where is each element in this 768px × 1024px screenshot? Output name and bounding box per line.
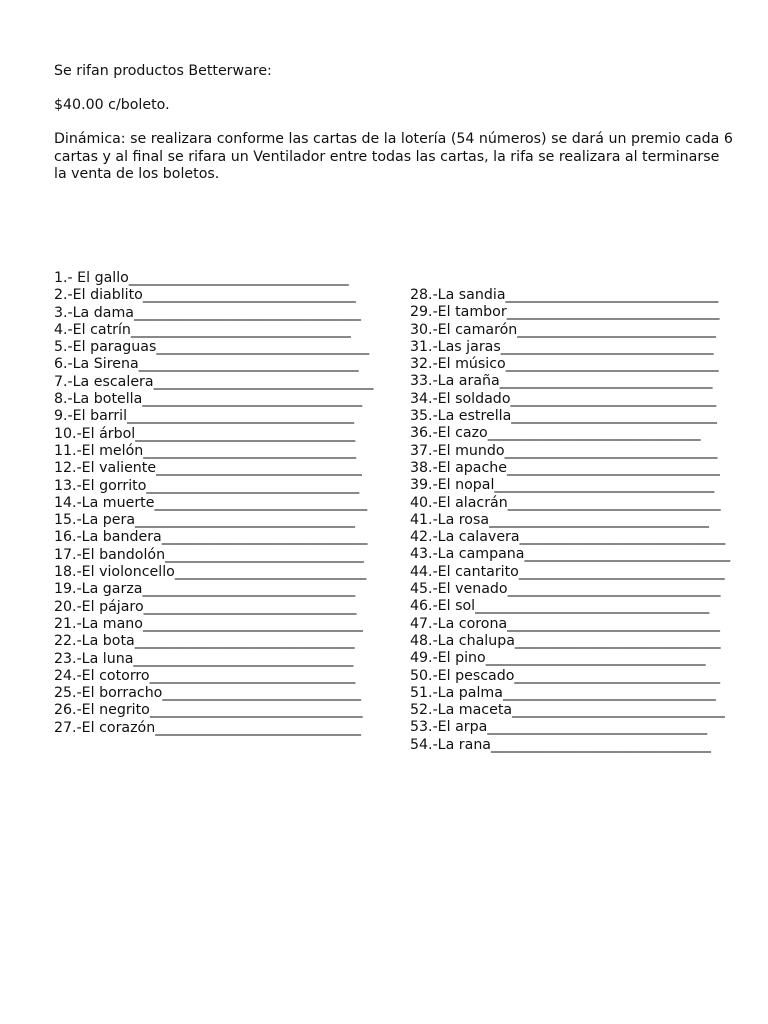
card-entry: 15.-La pera_______________________________	[54, 512, 355, 529]
card-entry: 29.-El tambor______________________________	[410, 304, 720, 321]
card-entry: 48.-La chalupa_____________________________	[410, 632, 721, 649]
card-entry: 52.-La maceta______________________________	[410, 702, 725, 719]
raffle-rules-line: cartas y al final se rifara un Ventilador entre todas las cartas, la rifa se realizara al terminarse	[54, 148, 720, 165]
card-entry: 53.-El arpa_______________________________	[410, 719, 708, 736]
card-entry: 13.-El gorrito______________________________	[54, 477, 360, 494]
card-entry: 39.-El nopal_______________________________	[410, 477, 715, 494]
card-entry: 4.-El catrín_______________________________	[54, 321, 351, 338]
card-entry: 31.-Las jaras______________________________	[410, 338, 714, 355]
card-entry: 44.-El cantarito_____________________________	[410, 563, 725, 580]
card-entry: 7.-La escalera_______________________________	[54, 373, 374, 390]
card-entry: 38.-El apache______________________________	[410, 459, 720, 476]
card-entry: 17.-El bandolón____________________________	[54, 546, 364, 563]
card-entry: 6.-La Sirena_______________________________	[54, 356, 359, 373]
card-entry: 2.-El diablito______________________________	[54, 287, 356, 304]
card-entry: 54.-La rana_______________________________	[410, 736, 711, 753]
card-entry: 30.-El camarón____________________________	[410, 321, 716, 338]
raffle-heading: Se rifan productos Betterware:	[54, 63, 272, 79]
card-entry: 5.-El paraguas______________________________	[54, 339, 370, 356]
card-entry: 36.-El cazo______________________________	[410, 425, 701, 442]
card-entry: 23.-La luna_______________________________	[54, 650, 354, 667]
card-entry: 8.-La botella_______________________________	[54, 391, 363, 408]
card-entry: 42.-La calavera_____________________________	[410, 529, 726, 546]
card-entry: 33.-La araña______________________________	[410, 373, 713, 390]
card-entry: 43.-La campana_____________________________	[410, 546, 731, 563]
card-entry: 14.-La muerte______________________________	[54, 494, 368, 511]
card-entry: 10.-El árbol_______________________________	[54, 425, 356, 442]
card-entry: 16.-La bandera_____________________________	[54, 529, 368, 546]
card-entry: 51.-La palma______________________________	[410, 684, 716, 701]
card-entry: 19.-La garza______________________________	[54, 581, 356, 598]
card-entry: 22.-La bota_______________________________	[54, 633, 355, 650]
ticket-price: $40.00 c/boleto.	[54, 97, 170, 113]
card-entry: 41.-La rosa_______________________________	[410, 511, 709, 528]
raffle-rules	[54, 131, 754, 184]
card-entry: 3.-La dama________________________________	[54, 304, 361, 321]
card-entry: 40.-El alacrán______________________________	[410, 494, 721, 511]
card-entry: 24.-El cotorro_____________________________	[54, 667, 356, 684]
card-entry: 11.-El melón______________________________	[54, 442, 357, 459]
card-entry: 32.-El músico______________________________	[410, 356, 719, 373]
card-entry: 45.-El venado______________________________	[410, 581, 721, 598]
raffle-rules-line: la venta de los boletos.	[54, 166, 220, 182]
card-entry: 27.-El corazón_____________________________	[54, 719, 361, 736]
raffle-rules-line: Dinámica: se realizara conforme las cartas de la lotería (54 números) se dará un premio cada 6	[54, 131, 733, 147]
card-entry: 28.-La sandia______________________________	[410, 287, 719, 303]
card-entry: 1.- El gallo_______________________________	[54, 270, 349, 286]
card-list-right	[410, 287, 730, 754]
card-entry: 35.-La estrella_____________________________	[410, 408, 718, 425]
card-entry: 18.-El violoncello___________________________	[54, 564, 367, 581]
card-entry: 26.-El negrito______________________________	[54, 702, 363, 719]
card-list-left	[54, 270, 373, 737]
card-entry: 49.-El pino_______________________________	[410, 650, 706, 667]
card-entry: 37.-El mundo______________________________	[410, 442, 718, 459]
card-entry: 34.-El soldado_____________________________	[410, 390, 717, 407]
card-entry: 25.-El borracho____________________________	[54, 685, 361, 702]
card-entry: 47.-La corona______________________________	[410, 615, 720, 632]
card-entry: 21.-La mano_______________________________	[54, 615, 363, 632]
card-entry: 50.-El pescado_____________________________	[410, 667, 721, 684]
card-entry: 20.-El pájaro______________________________	[54, 598, 357, 615]
card-entry: 9.-El barril________________________________	[54, 408, 355, 425]
card-entry: 46.-El sol_________________________________	[410, 598, 710, 615]
card-entry: 12.-El valiente_____________________________	[54, 460, 362, 477]
